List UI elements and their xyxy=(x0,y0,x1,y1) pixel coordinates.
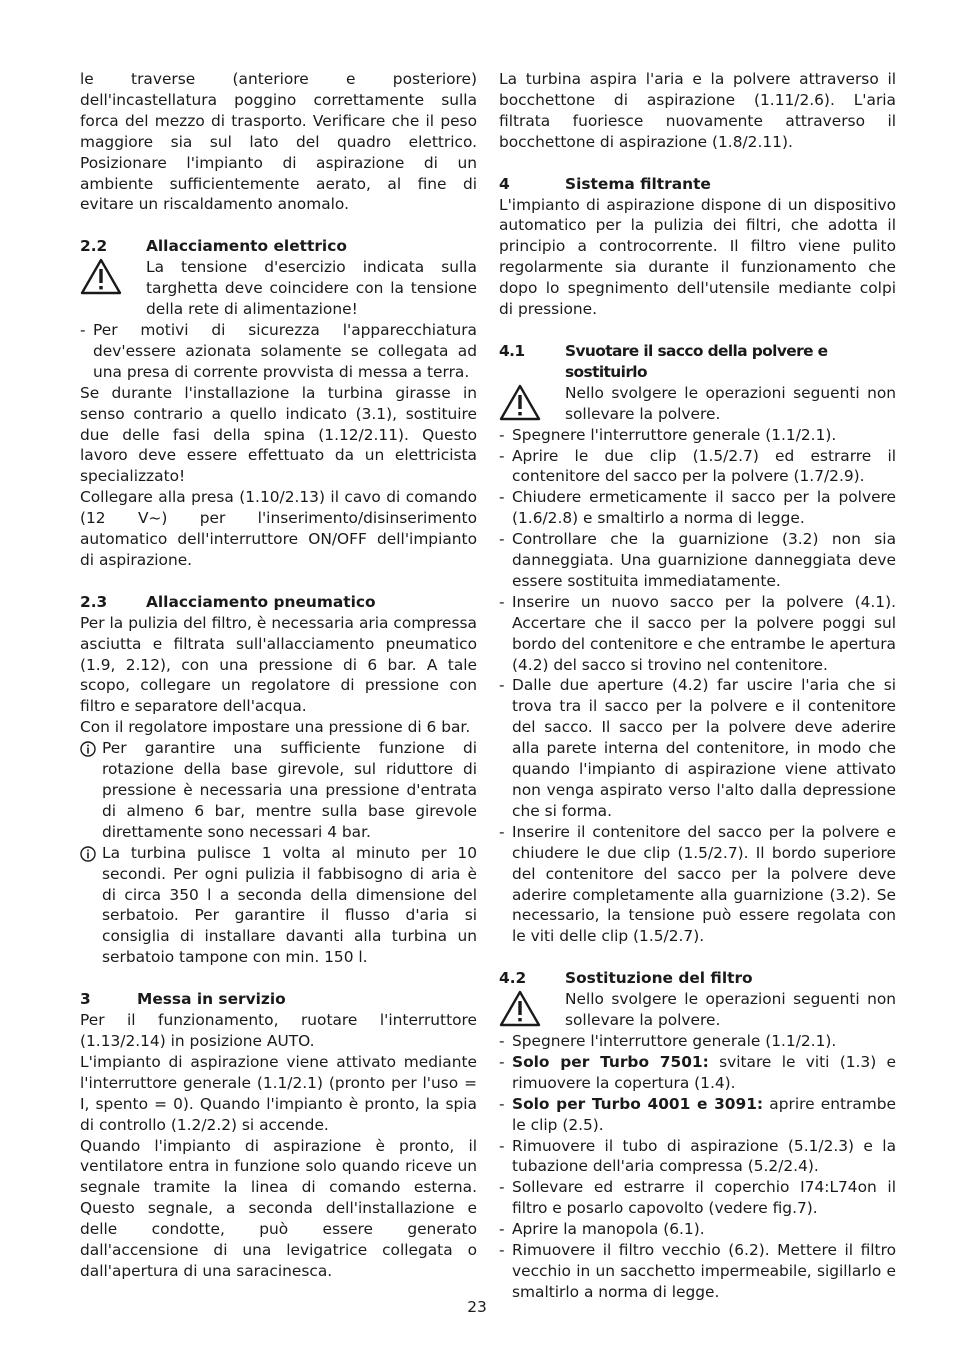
section-3-heading: 3 Messa in servizio xyxy=(80,990,286,1009)
paragraph: L'impianto di aspirazione dispone di un dispositivo automatico per la pulizia dei filtri, che adotta il principio a controcorrente. Il filtro viene pulito regolarmente sia durante il funzionamento che dopo lo spegnimento dell'utensile mediante colpi di pressione. xyxy=(499,195,896,319)
paragraph: Se durante l'installazione la turbina girasse in senso contrario a quello indicato (3.1), sostituire due delle fasi della spina (1.12/2.11). Questo lavoro deve essere effettuato da un elettricista specializzato! xyxy=(80,383,477,486)
paragraph: Per il funzionamento, ruotare l'interruttore (1.13/2.14) in posizione AUTO. xyxy=(80,1011,477,1050)
list-item: - Per motivi di sicurezza l'apparecchiatura dev'essere azionata solamente se collegata ad una presa di corrente provvista di messa a terra. xyxy=(80,320,477,381)
left-intro-paragraph: le traverse (anteriore e posteriore) dell'incastellatura poggino correttamente sulla forca del mezzo di trasporto. Verificare che il peso maggiore sia sul lato del quadro elettrico. Posizionare l'impianto di aspirazione di un ambiente sufficientemente aerato, al fine di evitare un riscaldamento anomalo. xyxy=(80,70,477,214)
list-item: - Dalle due aperture (4.2) far uscire l'aria che si trova tra il sacco per la polvere e il contenitore del sacco. Il sacco per la polvere deve aderire alla parete interna del contenitore, in modo che quando l'impianto di aspirazione viene attivato non venga aspirato verso l'alto dalla depressione che si forma. xyxy=(499,676,896,820)
list-item: - Chiudere ermeticamente il sacco per la polvere (1.6/2.8) e smaltirlo a norma di legge. xyxy=(499,488,896,528)
list-item: - Aprire le due clip (1.5/2.7) ed estrarre il contenitore del sacco per la polvere (1.7/2.9). xyxy=(499,446,896,486)
list-item: - Inserire il contenitore del sacco per la polvere e chiudere le due clip (1.5/2.7). Il bordo superiore del contenitore del sacco per la polvere deve aderire completamente alla guarnizione (3.2). Se necessario, la tensione può essere regolata con le viti delle clip (1.5/2.7). xyxy=(499,822,896,946)
list-item: - Spegnere l'interruttore generale (1.1/2.1). xyxy=(499,425,837,444)
paragraph: Quando l'impianto di aspirazione è pronto, il ventilatore entra in funzione solo quando riceve un segnale tramite la linea di comando esterna. Questo segnale, a seconda dell'installazione e delle condotte, può essere generato dall'accensione di una levigatrice collegata o dall'apertura di una saracinesca. xyxy=(80,1136,477,1280)
list-item: - Solo per Turbo 7501: svitare le viti (1.3) e rimuovere la copertura (1.4). xyxy=(499,1052,896,1092)
paragraph: L'impianto di aspirazione viene attivato mediante l'interruttore generale (1.1/2.1) (pronto per l'uso = I, spento = 0). Quando l'impianto è pronto, la spia di controllo (1.2/2.2) si accende. xyxy=(80,1052,477,1134)
left-column xyxy=(80,69,477,1282)
info-note: La turbina pulisce 1 volta al minuto per 10 secondi. Per ogni pulizia il fabbisogno di aria è di circa 350 l a seconda della dimensione del serbatoio. Per garantire il flusso d'aria si consiglia di installare davanti alla turbina un serbatoio tampone con min. 150 l. xyxy=(80,843,477,968)
list-item: - Inserire un nuovo sacco per la polvere (4.1). Accertare che il sacco per la polvere poggi sul bordo del contenitore e che entrambe le apertura (4.2) del sacco si trovino nel contenitore. xyxy=(499,592,896,674)
right-column xyxy=(499,69,896,1303)
section-4-heading: 4 Sistema filtrante xyxy=(499,174,711,193)
list-item: - Rimuovere il filtro vecchio (6.2). Mettere il filtro vecchio in un sacchetto impermeabile, sigillarlo e smaltirlo a norma di legge. xyxy=(499,1241,896,1301)
list-item: - Spegnere l'interruttore generale (1.1/2.1). xyxy=(499,1031,837,1050)
warning-triangle-icon xyxy=(80,257,146,320)
paragraph: Collegare alla presa (1.10/2.13) il cavo di comando (12 V~) per l'inserimento/disinserimento automatico dell'interruttore ON/OFF dell'impianto di aspirazione. xyxy=(80,488,477,569)
section-4-1-heading: 4.1 Svuotare il sacco della polvere e sostituirlo xyxy=(499,341,828,381)
list-item: - Rimuovere il tubo di aspirazione (5.1/2.3) e la tubazione dell'aria compressa (5.2/2.4). xyxy=(499,1136,896,1176)
right-intro-paragraph: La turbina aspira l'aria e la polvere attraverso il bocchettone di aspirazione (1.11/2.6). L'aria filtrata fuoriesce nuovamente attraverso il bocchettone di aspirazione (1.8/2.11). xyxy=(499,70,896,151)
info-circle-icon xyxy=(80,738,102,843)
paragraph: Con il regolatore impostare una pressione di 6 bar. xyxy=(80,718,471,737)
list-item: - Controllare che la guarnizione (3.2) non sia danneggiata. Una guarnizione danneggiata deve essere sostituita immediatamente. xyxy=(499,530,896,590)
info-circle-icon xyxy=(80,843,102,968)
paragraph: Per la pulizia del filtro, è necessaria aria compressa asciutta e filtrata sull'allacciamento pneumatico (1.9, 2.12), con una pressione di 6 bar. A tale scopo, collegare un regolatore di pressione con filtro e separatore dell'acqua. xyxy=(80,613,477,716)
list-item: - Solo per Turbo 4001 e 3091: aprire entrambe le clip (2.5). xyxy=(499,1094,896,1134)
list-item: - Aprire la manopola (6.1). xyxy=(499,1220,705,1239)
warning-block: Nello svolgere le operazioni seguenti non sollevare la polvere. xyxy=(499,989,896,1031)
section-2-2-heading: 2.2 Allacciamento elettrico xyxy=(80,237,347,256)
list-item: - Sollevare ed estrarre il coperchio I74:L74on il filtro e posarlo capovolto (vedere fig.7). xyxy=(499,1178,896,1218)
section-2-3-heading: 2.3 Allacciamento pneumatico xyxy=(80,592,376,611)
warning-block: La tensione d'esercizio indicata sulla targhetta deve coincidere con la tensione della rete di alimentazione! xyxy=(80,257,477,320)
warning-triangle-icon xyxy=(499,383,565,425)
info-note: Per garantire una sufficiente funzione di rotazione della base girevole, sul riduttore di pressione è necessaria una pressione d'entrata di almeno 6 bar, mentre sulla base girevole direttamente sono necessari 4 bar. xyxy=(80,738,477,843)
section-4-2-heading: 4.2 Sostituzione del filtro xyxy=(499,969,753,988)
page-number: 23 xyxy=(467,1298,487,1316)
warning-triangle-icon xyxy=(499,989,565,1031)
warning-block: Nello svolgere le operazioni seguenti non sollevare la polvere. xyxy=(499,383,896,425)
